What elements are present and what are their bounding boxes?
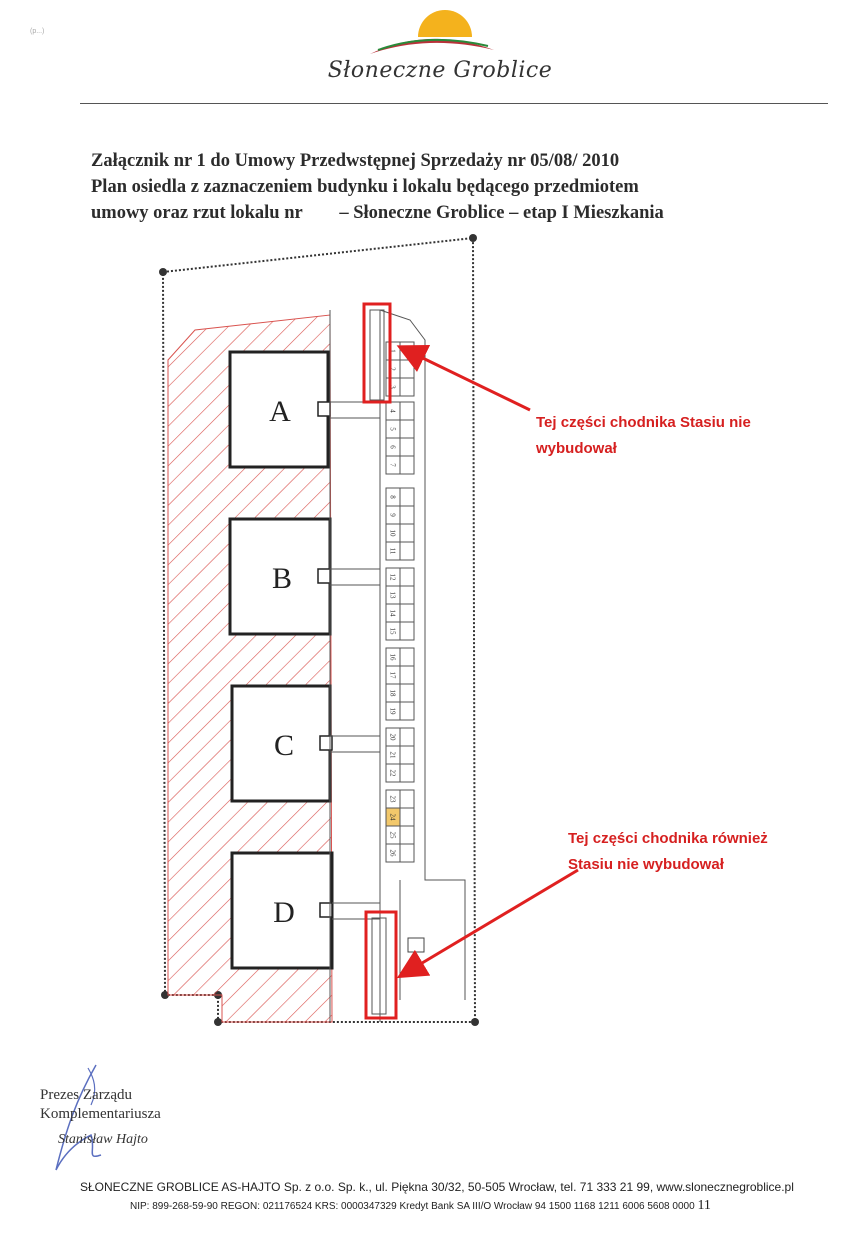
parking-label: 24	[388, 813, 397, 821]
parking-label: 13	[388, 591, 397, 599]
footer-registry-text: NIP: 899-268-59-90 REGON: 021176524 KRS: 0000347329 Kredyt Bank SA III/O Wrocław 94 1500 1168 1211 6006 5608 0000	[130, 1201, 695, 1212]
signature-block	[40, 1086, 161, 1124]
parking-spot-pair	[400, 604, 414, 622]
parking-label: 18	[388, 689, 397, 697]
parking-label: 23	[388, 795, 397, 803]
sidewalk-segments	[370, 310, 386, 1014]
parking-label: 21	[388, 751, 397, 759]
arrow-bottom	[402, 870, 578, 975]
scan-mark: (p...)	[30, 28, 45, 35]
page-number: 11	[697, 1198, 711, 1213]
footer-registry-line	[130, 1198, 850, 1214]
parking-spot-pair	[400, 586, 414, 604]
parking-spot-pair	[400, 438, 414, 456]
parking-label: 16	[388, 653, 397, 661]
parking-label: 2	[388, 367, 397, 371]
parking-label: 7	[388, 463, 397, 467]
parking-spots	[386, 342, 414, 862]
parking-spot-pair	[400, 826, 414, 844]
parking-spot-pair	[400, 702, 414, 720]
parking-spot-pair	[400, 666, 414, 684]
parking-label: 5	[388, 427, 397, 431]
parking-label: 22	[388, 769, 397, 777]
parking-spot-pair	[400, 524, 414, 542]
parking-label: 19	[388, 707, 397, 715]
parking-spot-pair	[400, 728, 414, 746]
signature-role-2: Komplementariusza	[40, 1106, 161, 1122]
title-line-1: Załącznik nr 1 do Umowy Przedwstępnej Sprzedaży nr 05/08/ 2010	[91, 151, 620, 171]
parking-spot-pair	[400, 844, 414, 862]
parking-label: 26	[388, 849, 397, 857]
parking-spot-pair	[400, 360, 414, 378]
parking-label: 15	[388, 627, 397, 635]
annotation-top-line-2: wybudował	[536, 440, 617, 457]
building-label-c: C	[273, 729, 295, 762]
building-label-a: A	[269, 395, 291, 428]
parking-spot-pair	[400, 808, 414, 826]
parking-label: 20	[388, 733, 397, 741]
building-label-d: D	[273, 896, 295, 929]
parking-spot-pair	[400, 488, 414, 506]
parking-spot-pair	[400, 648, 414, 666]
parking-label: 17	[388, 671, 397, 679]
parking-label: 6	[388, 445, 397, 449]
parking-label: 3	[388, 385, 397, 389]
signature-role-1: Prezes Zarządu	[40, 1087, 133, 1103]
parking-spot-pair	[400, 790, 414, 808]
arrow-top	[402, 348, 530, 410]
signature-name: Stanisław Hajto	[58, 1132, 148, 1147]
footer-company-line: SŁONECZNE GROBLICE AS-HAJTO Sp. z o.o. Sp. k., ul. Piękna 30/32, 50-505 Wrocław, tel. 71 333 21 99, www.slonecznegroblice.pl	[80, 1180, 794, 1194]
parking-spot-pair	[400, 402, 414, 420]
parking-label: 1	[388, 349, 397, 353]
annotation-top-line-1: Tej części chodnika Stasiu nie	[536, 414, 751, 431]
parking-label: 4	[388, 409, 397, 413]
parking-spot-pair	[400, 420, 414, 438]
parking-label: 12	[388, 573, 397, 581]
parking-label: 25	[388, 831, 397, 839]
parking-label: 8	[388, 495, 397, 499]
brand-logo-text: Słoneczne Groblice	[327, 58, 553, 83]
highlight-box-bottom	[366, 912, 396, 1018]
annotation-bottom	[568, 826, 768, 878]
title-line-2: Plan osiedla z zaznaczeniem budynku i lokalu będącego przedmiotem	[91, 177, 639, 197]
parking-label: 10	[388, 529, 397, 537]
parking-label: 14	[388, 609, 397, 617]
parking-spot-pair	[400, 506, 414, 524]
building-label-b: B	[271, 562, 293, 595]
parking-label: 11	[388, 547, 397, 555]
annotation-top	[536, 410, 751, 462]
annotation-bottom-line-2: Stasiu nie wybudował	[568, 856, 724, 873]
bin-shed	[408, 938, 424, 952]
parking-spot-pair	[400, 378, 414, 396]
annotation-bottom-line-1: Tej części chodnika również	[568, 830, 768, 847]
parking-spot-pair	[400, 764, 414, 782]
parking-spot-pair	[400, 456, 414, 474]
parking-spot-pair	[400, 746, 414, 764]
parking-spot-pair	[400, 542, 414, 560]
parking-spot-pair	[400, 568, 414, 586]
parking-spot-pair	[400, 684, 414, 702]
parking-spot-pair	[400, 622, 414, 640]
title-line-3: umowy oraz rzut lokalu nr – Słoneczne Groblice – etap I Mieszkania	[91, 203, 664, 223]
parking-label: 9	[388, 513, 397, 517]
